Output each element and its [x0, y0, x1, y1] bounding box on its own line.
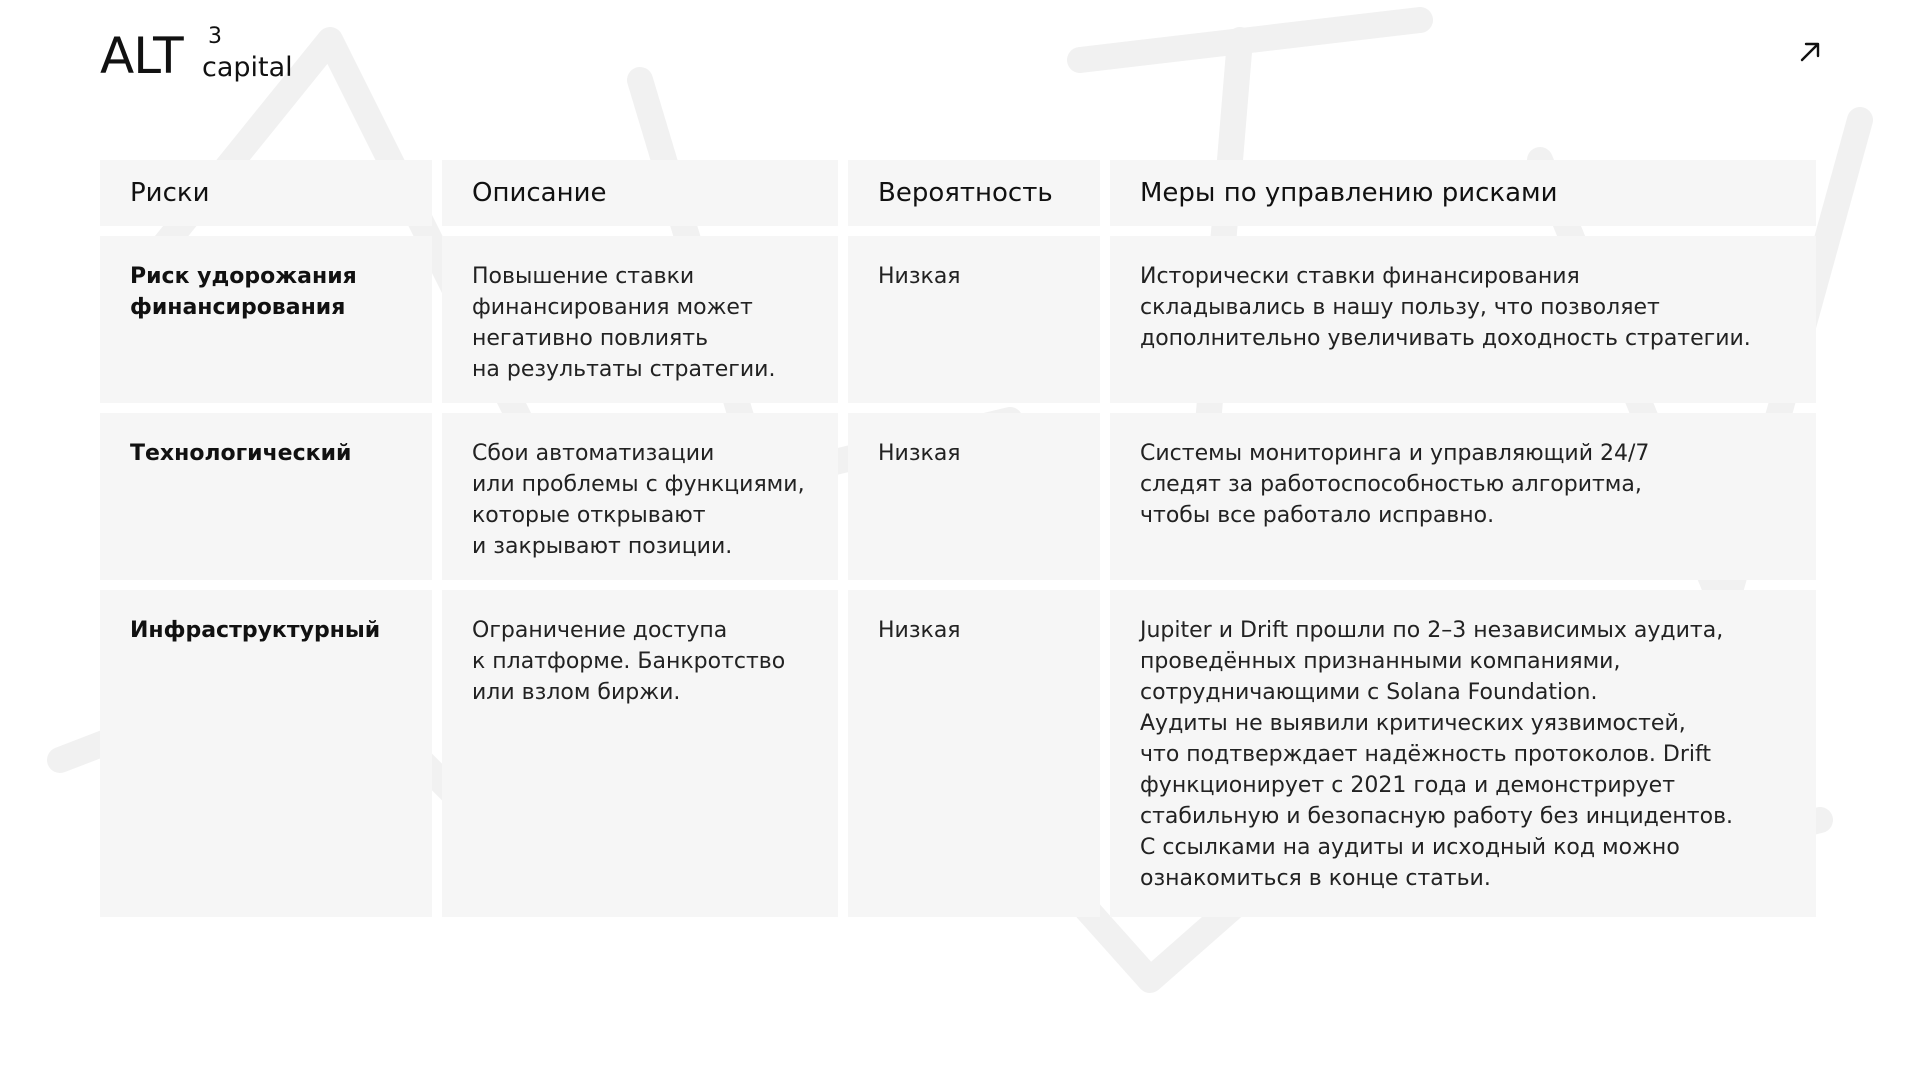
row-3-probability: Низкая	[848, 590, 1100, 917]
logo-wordmark: ALT	[100, 27, 183, 85]
row-2-risk: Технологический	[100, 413, 432, 580]
row-1-risk: Риск удорожания финансирования	[100, 236, 432, 403]
row-3-description: Ограничение доступа к платформе. Банкротство или взлом биржи.	[442, 590, 838, 917]
header-probability: Вероятность	[848, 160, 1100, 226]
header-risks: Риски	[100, 160, 432, 226]
logo[interactable]	[100, 24, 320, 85]
row-1-measures: Исторически ставки финансирования складывались в нашу пользу, что позволяет дополнительно увеличивать доходность стратегии.	[1110, 236, 1816, 403]
row-2-description: Сбои автоматизации или проблемы с функциями, которые открывают и закрывают позиции.	[442, 413, 838, 580]
row-1-description: Повышение ставки финансирования может негативно повлиять на результаты стратегии.	[442, 236, 838, 403]
arrow-up-right-icon	[1796, 36, 1826, 66]
header-measures: Меры по управлению рисками	[1110, 160, 1816, 226]
external-link-button[interactable]	[1796, 36, 1826, 66]
header-description: Описание	[442, 160, 838, 226]
row-3-risk: Инфраструктурный	[100, 590, 432, 917]
row-1-probability: Низкая	[848, 236, 1100, 403]
logo-superscript: 3	[208, 24, 222, 49]
row-2-measures: Системы мониторинга и управляющий 24/7 следят за работоспособностью алгоритма, чтобы все работало исправно.	[1110, 413, 1816, 580]
logo-subtitle: capital	[202, 52, 293, 83]
risk-table	[100, 160, 1816, 917]
row-3-measures: Jupiter и Drift прошли по 2–3 независимых аудита, проведённых признанными компаниями, сотрудничающими с Solana Foundation. Аудиты не выявили критических уязвимостей, что подтверждает надёжность протоколов. Drift функционирует с 2021 года и демонстрирует стабильную и безопасную работу без инцидентов. С ссылками на аудиты и исходный код можно ознакомиться в конце статьи.	[1110, 590, 1816, 917]
row-2-probability: Низкая	[848, 413, 1100, 580]
